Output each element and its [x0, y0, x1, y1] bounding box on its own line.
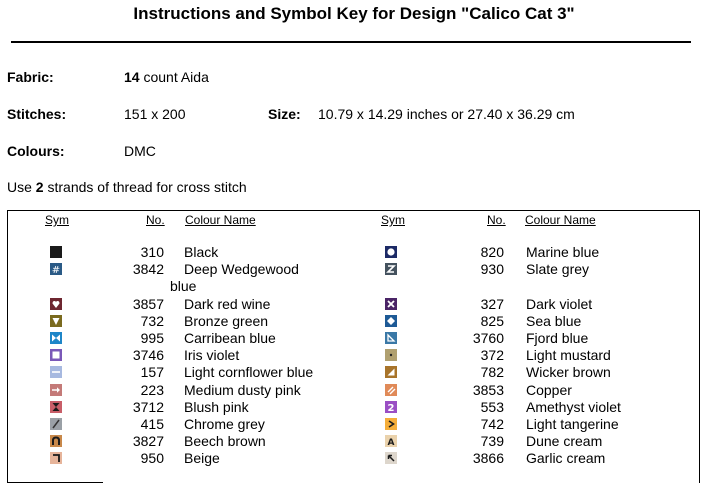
colour-name: Sea blue [526, 312, 582, 329]
fabric-label: Fabric: [7, 69, 54, 85]
header-sym-right: Sym [381, 213, 405, 227]
table-row [336, 330, 666, 347]
svg-text:2: 2 [387, 402, 395, 413]
colour-name: Light tangerine [526, 416, 619, 432]
dmc-number: 372 [480, 347, 504, 364]
colour-name: Medium dusty pink [184, 381, 301, 398]
colour-name: Black [184, 244, 219, 260]
header-sym-left: Sym [45, 213, 69, 227]
colour-name: Iris violet [184, 347, 240, 364]
hash-icon [50, 263, 62, 275]
title-underline [11, 41, 691, 43]
header-no-right: No. [487, 213, 506, 227]
table-bottom-rule [7, 482, 103, 483]
arrow-upleft-icon [385, 452, 397, 464]
colour-name: Dark red wine [184, 295, 271, 312]
header-name-right: Colour Name [525, 213, 596, 227]
colour-name: Dune cream [526, 433, 603, 450]
table-row [0, 382, 330, 399]
colour-name: Deep Wedgewood [184, 261, 299, 278]
strand-count: 2 [35, 179, 44, 195]
number-2-icon [385, 401, 397, 413]
colour-name: Beech brown [184, 433, 266, 450]
colours-value: DMC [124, 143, 156, 159]
table-row [0, 330, 330, 347]
colour-name: Amethyst violet [526, 398, 621, 415]
colour-name: Light mustard [526, 347, 611, 364]
header-name-left: Colour Name [185, 213, 256, 227]
dmc-number: 930 [480, 261, 504, 278]
diamond-icon [385, 315, 397, 327]
dmc-number: 3746 [132, 347, 164, 364]
dmc-number: 157 [140, 364, 164, 381]
header-no-left: No. [146, 213, 165, 227]
table-row [336, 416, 666, 433]
colour-name: Carribean blue [184, 330, 276, 346]
dmc-number: 310 [140, 244, 164, 260]
arrow-right-icon [50, 384, 62, 396]
triangle-corner-icon [385, 332, 397, 344]
fabric-count: 14 [124, 69, 140, 85]
letter-z-icon [385, 263, 397, 275]
colour-name: Light cornflower blue [184, 364, 314, 381]
stripes-icon [385, 384, 397, 396]
instruction-post: strands of thread for cross stitch [43, 179, 247, 195]
colour-name: Beige [184, 450, 220, 467]
table-row [336, 347, 666, 364]
table-row [336, 450, 666, 467]
table-row [336, 296, 666, 313]
heart-icon [50, 298, 62, 310]
dmc-number: 553 [480, 398, 504, 415]
colour-name: Marine blue [526, 244, 600, 260]
solid-square-icon [50, 246, 62, 258]
document-title: Instructions and Symbol Key for Design "Calico Cat 3" [133, 4, 575, 23]
instruction-pre: Use [7, 179, 36, 195]
bowtie-icon [50, 332, 62, 344]
table-row [0, 399, 330, 416]
slash-icon [50, 418, 62, 430]
triangle-down-icon [50, 315, 62, 327]
colour-name: Blush pink [184, 398, 249, 415]
hollow-square-icon [50, 349, 62, 361]
table-row [0, 296, 330, 313]
dmc-number: 223 [140, 381, 164, 398]
dmc-number: 739 [480, 433, 504, 450]
colours-label: Colours: [7, 143, 65, 159]
table-row [0, 416, 330, 433]
colour-name-continued: blue [170, 278, 197, 295]
dot-icon [385, 349, 397, 361]
colour-name: Chrome grey [184, 416, 265, 432]
colour-name: Dark violet [526, 295, 593, 312]
table-row [0, 364, 330, 381]
dmc-number: 950 [140, 450, 164, 467]
table-row [336, 399, 666, 416]
dmc-number: 3857 [132, 295, 164, 312]
stitches-value: 151 x 200 [124, 106, 186, 122]
svg-text:#: # [51, 265, 61, 276]
dmc-number: 3842 [132, 261, 164, 278]
colour-name: Garlic cream [526, 450, 606, 467]
colour-name: Slate grey [526, 261, 590, 278]
svg-text:A: A [387, 438, 395, 448]
dmc-number: 820 [480, 244, 504, 260]
dmc-number: 742 [480, 416, 504, 432]
size-value: 10.79 x 14.29 inches or 27.40 x 36.29 cm [318, 106, 575, 122]
dmc-number: 732 [140, 312, 164, 329]
hourglass-icon [50, 401, 62, 413]
greater-than-icon [385, 418, 397, 430]
dash-icon [50, 366, 62, 378]
table-row [336, 261, 666, 278]
size-label: Size: [268, 106, 301, 122]
letter-a-icon [385, 435, 397, 447]
table-row [336, 433, 666, 450]
dmc-number: 782 [480, 364, 504, 381]
dmc-number: 3712 [132, 398, 164, 415]
table-row [0, 313, 330, 330]
dmc-number: 3866 [472, 450, 504, 467]
dmc-number: 3760 [472, 330, 504, 346]
colour-name: Copper [526, 381, 572, 398]
strand-instruction [7, 179, 247, 195]
circle-icon [385, 246, 397, 258]
table-row [0, 433, 330, 450]
corner-icon [50, 452, 62, 464]
colour-name: Wicker brown [526, 364, 611, 381]
table-row [336, 244, 666, 261]
dmc-number: 3853 [472, 381, 504, 398]
fabric-value [124, 69, 209, 85]
table-row [0, 450, 330, 467]
stitches-label: Stitches: [7, 106, 67, 122]
table-row [0, 261, 330, 278]
table-row [336, 382, 666, 399]
triangle-half-icon [385, 366, 397, 378]
fabric-type: count Aida [139, 69, 209, 85]
dmc-number: 3827 [132, 433, 164, 450]
colour-name: Bronze green [184, 312, 269, 329]
dmc-number: 995 [140, 330, 164, 346]
table-row [336, 313, 666, 330]
dmc-number: 327 [480, 295, 504, 312]
dmc-number: 415 [140, 416, 164, 432]
dmc-number: 825 [480, 312, 504, 329]
cross-icon [385, 298, 397, 310]
table-row [336, 364, 666, 381]
arch-icon [50, 435, 62, 447]
table-row [0, 244, 330, 261]
table-row [0, 347, 330, 364]
colour-name: Fjord blue [526, 330, 589, 346]
